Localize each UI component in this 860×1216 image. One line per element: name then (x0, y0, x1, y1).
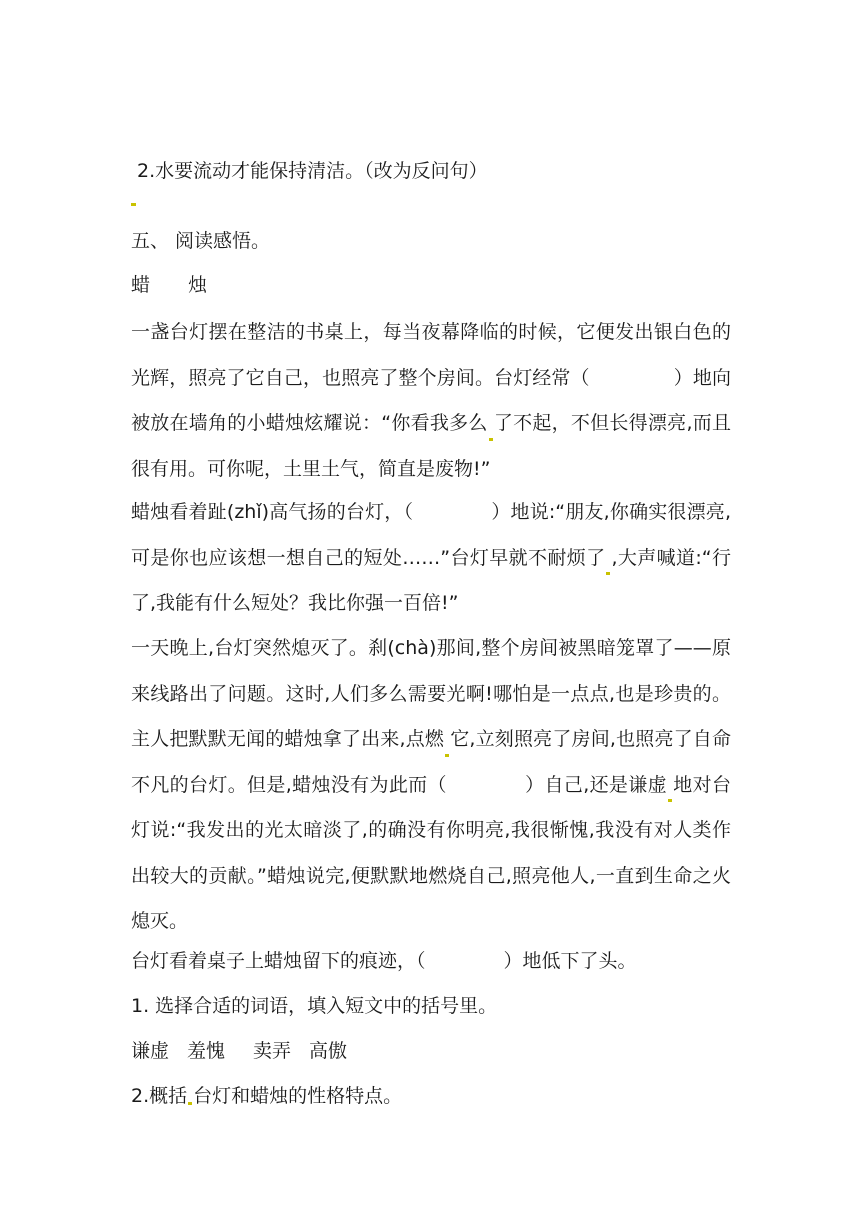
highlight-mark (445, 754, 449, 757)
word-options (131, 1036, 731, 1066)
story-title: 蜡 烛 (131, 274, 208, 296)
paragraph-1-text-c: 了不起，不但长得漂亮,而且很有用。可你呢，土里土气，简直是废物!” (131, 412, 731, 480)
section-5-heading: 五、 阅读感悟。 (131, 230, 271, 252)
paragraph-2-text-b: ）地说:“朋友,你确实很漂亮,可是你也应该想一想自己的短处……”台灯早就不耐烦了 (131, 501, 732, 569)
paragraph-3-text-b: 它,立刻照亮了房间,也照亮了自命不凡的台灯。但是,蜡烛没有为此而（ (131, 728, 731, 796)
paragraph-3-text-a: 一天晚上,台灯突然熄灭了。刹(chà)那间,整个房间被黑暗笼罩了——原来线路出了问题。这时,人们多么需要光啊!哪怕是一点点,也是珍贵的。主人把默默无闻的蜡烛拿了出来,点燃 (131, 637, 731, 750)
paragraph-1 (131, 310, 731, 492)
paragraph-3 (131, 626, 731, 945)
word-option: 高傲 (309, 1040, 348, 1062)
question-2-text-b: 台灯和蜡烛的性格特点。 (193, 1085, 403, 1107)
question-1: 1. 选择合适的词语，填入短文中的括号里。 (131, 995, 498, 1017)
highlight-mark (489, 438, 493, 441)
word-option: 羞愧 (187, 1040, 226, 1062)
paragraph-3-text-c: ）自己,还是谦虚 (524, 773, 667, 796)
paragraph-1-text-a: 一盏台灯摆在整洁的书桌上，每当夜幕降临的时候，它便发出银白色的光辉，照亮了它自己，也照亮了整个房间。台灯经常（ (131, 321, 731, 389)
highlight-mark (606, 572, 610, 575)
paragraph-2 (131, 490, 731, 627)
paragraph-4 (131, 946, 731, 976)
paragraph-4-text-b: ）地低下了头。 (503, 950, 637, 972)
paragraph-2-text-c: ,大声喊道:“行了,我能有什么短处？我比你强一百倍!” (131, 546, 731, 614)
word-option: 卖弄 (253, 1040, 292, 1062)
paragraph-3-text-d: 地对台灯说:“我发出的光太暗淡了,的确没有你明亮,我很惭愧,我没有对人类作出较大的贡献。”蜡烛说完,便默默地燃烧自己,照亮他人,一直到生命之火熄灭。 (131, 773, 731, 932)
highlight-mark (131, 203, 136, 206)
question-2 (131, 1081, 731, 1111)
paragraph-2-text-a: 蜡烛看着趾(zhǐ)高气扬的台灯，（ (131, 501, 414, 523)
word-option: 谦虚 (131, 1040, 170, 1062)
paragraph-1-text-b: ）地向被放在墙角的小蜡烛炫耀说：“你看我多么 (131, 366, 731, 434)
question-2-text-a: 2.概括 (131, 1085, 188, 1107)
highlight-mark (668, 799, 672, 802)
question-2-rewrite: 2.水要流动才能保持清洁。（改为反问句） (137, 160, 488, 182)
highlight-mark (188, 1102, 192, 1105)
paragraph-4-text-a: 台灯看着桌子上蜡烛留下的痕迹，（ (131, 950, 426, 972)
